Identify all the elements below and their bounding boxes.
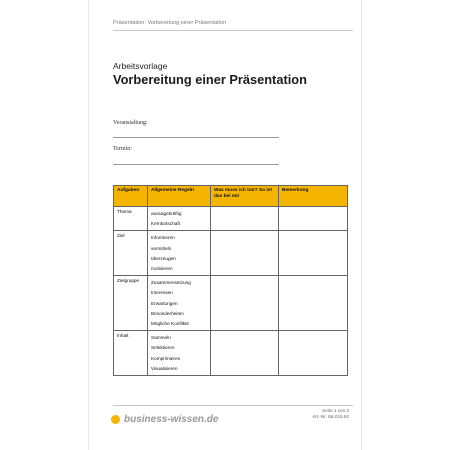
table-row bbox=[114, 207, 348, 231]
footer-info bbox=[312, 408, 349, 421]
rules-cell bbox=[148, 276, 211, 331]
task-cell: Zielgruppe bbox=[114, 276, 148, 331]
rules-cell bbox=[148, 231, 211, 276]
rule-item: Selektieren bbox=[151, 345, 175, 351]
todo-input-cell[interactable] bbox=[211, 207, 279, 231]
article-number: Art.-Nr. 9&.019.62 bbox=[312, 414, 349, 420]
rule-item: Interessen bbox=[151, 290, 173, 296]
header-regeln: Allgemeine Regeln bbox=[148, 186, 211, 207]
task-cell: Inhalt bbox=[114, 331, 148, 376]
remark-input-cell[interactable] bbox=[279, 276, 348, 331]
business-wissen-logo bbox=[111, 414, 218, 425]
document-subtitle: Arbeitsvorlage bbox=[113, 61, 168, 71]
rule-item: überzeugen bbox=[151, 255, 176, 261]
rule-item: Kernbotschaft bbox=[151, 221, 180, 227]
rule-item: aussagekräftig bbox=[151, 211, 182, 216]
task-cell: Ziel bbox=[114, 231, 148, 276]
rules-cell bbox=[148, 331, 211, 376]
todo-input-cell[interactable] bbox=[211, 276, 279, 331]
running-header: Präsentation: Vorbereitung einer Präsentation bbox=[113, 20, 227, 26]
rule-item: Mögliche Konflikte bbox=[151, 321, 190, 327]
presentation-table bbox=[113, 185, 348, 376]
table-header-row bbox=[114, 186, 348, 207]
header-aufgaben: Aufgaben bbox=[114, 186, 148, 207]
rule-item: Zusammensetzung bbox=[151, 280, 191, 286]
logo-text: business-wissen.de bbox=[124, 414, 219, 425]
header-divider bbox=[113, 30, 353, 31]
footer-divider bbox=[113, 405, 353, 406]
rule-item: vermitteln bbox=[151, 245, 172, 251]
remark-input-cell[interactable] bbox=[279, 207, 348, 231]
rule-item: Visualisieren bbox=[151, 365, 178, 371]
header-bemerkung: Bemerkung bbox=[279, 186, 348, 207]
table-row bbox=[114, 331, 348, 376]
table-row bbox=[114, 231, 348, 276]
date-label: Termin: bbox=[113, 146, 132, 152]
remark-input-cell[interactable] bbox=[279, 331, 348, 376]
todo-input-cell[interactable] bbox=[211, 331, 279, 376]
header-was-muss-ich-tun: Was muss ich tun? So ist das bei mir bbox=[211, 186, 279, 207]
task-cell: Thema bbox=[114, 207, 148, 231]
table-row bbox=[114, 276, 348, 331]
remark-input-cell[interactable] bbox=[279, 231, 348, 276]
todo-input-cell[interactable] bbox=[211, 231, 279, 276]
event-label: Veranstaltung: bbox=[113, 120, 148, 126]
document-page bbox=[88, 0, 362, 450]
rule-item: Sammeln bbox=[151, 335, 171, 341]
event-line bbox=[113, 137, 279, 138]
rule-item: Informieren bbox=[151, 235, 175, 241]
rule-item: Komprimieren bbox=[151, 355, 181, 361]
document-title: Vorbereitung einer Präsentation bbox=[113, 72, 307, 87]
date-line bbox=[113, 164, 279, 165]
rule-item: Besonderheiten bbox=[151, 310, 184, 316]
page-number: Seite 1 von 3 bbox=[322, 408, 349, 413]
rules-cell bbox=[148, 207, 211, 231]
rule-item: motivieren bbox=[151, 266, 173, 272]
logo-dot-icon bbox=[111, 415, 120, 424]
rule-item: Erwartungen bbox=[151, 300, 178, 306]
